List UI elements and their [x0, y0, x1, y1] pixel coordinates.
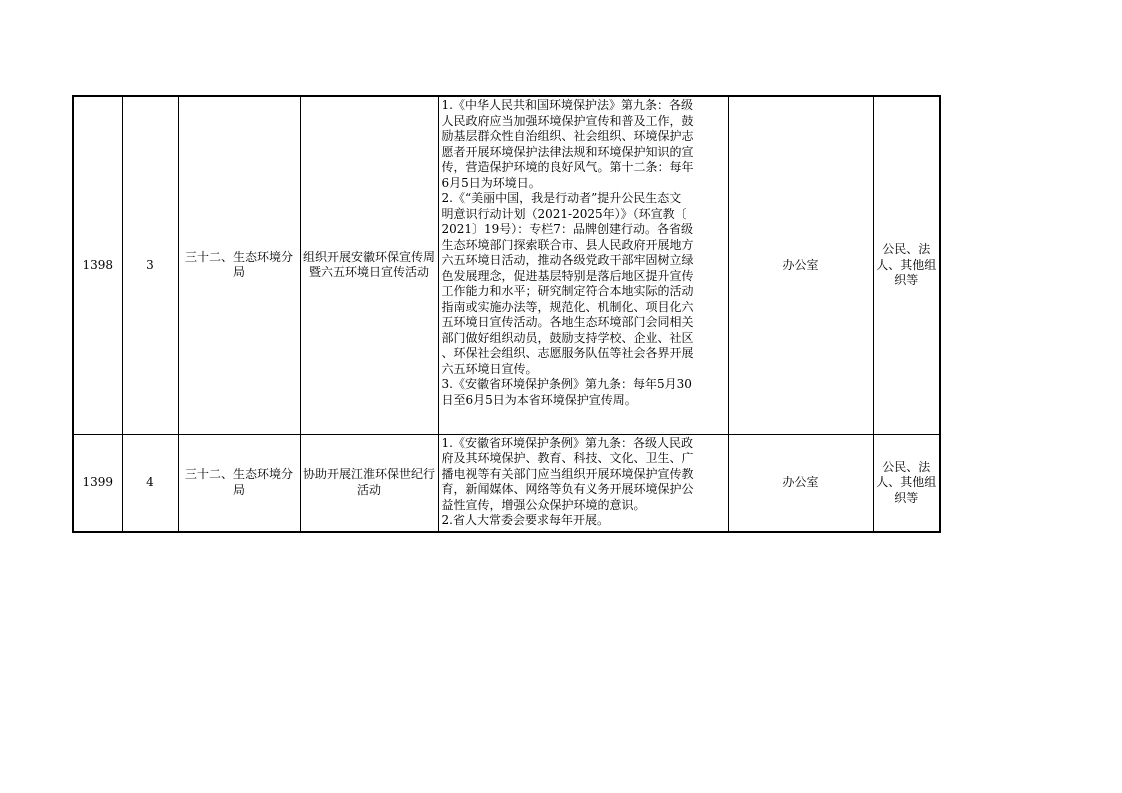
- basis-line: 播电视等有关部门应当组织开展环境保护宣传教: [441, 466, 694, 481]
- basis-line: 府及其环境保护、教育、科技、文化、卫生、广: [441, 451, 694, 465]
- basis-line: 工作能力和水平；研究制定符合本地实际的活动: [441, 284, 694, 298]
- department-cell: 三十二、生态环境分局: [178, 434, 300, 532]
- table-row: [73, 96, 940, 434]
- item-table-body: [73, 96, 940, 532]
- item-name-cell: 组织开展安徽环保宣传周暨六五环境日宣传活动: [300, 96, 438, 434]
- basis-line: 2021〕19号）：专栏7：品牌创建行动。各省级: [441, 222, 693, 236]
- basis-line: 生态环境部门探索联合市、县人民政府开展地方: [441, 237, 694, 252]
- basis-line: 2.《“美丽中国，我是行动者”提升公民生态文: [441, 191, 682, 205]
- basis-line: 育，新闻媒体、网络等负有义务开展环境保护公: [441, 482, 694, 496]
- basis-line: 部门做好组织动员，鼓励支持学校、企业、社区: [441, 330, 694, 345]
- basis-line: 日至6月5日为本省环境保护宣传周。: [441, 392, 637, 407]
- seq-cell: 1399: [73, 434, 122, 532]
- basis-line: 、环保社会组织、志愿服务队伍等社会各界开展: [441, 346, 694, 360]
- office-cell: 办公室: [728, 434, 873, 532]
- seq-cell: 1398: [73, 96, 122, 434]
- basis-line: 6月5日为环境日。: [441, 175, 541, 190]
- basis-line: 益性宣传，增强公众保护环境的意识。: [441, 497, 646, 512]
- item-no-cell: 4: [122, 434, 178, 532]
- basis-line: 愿者开展环境保护法律法规和环境保护知识的宣: [441, 144, 694, 159]
- basis-line: 色发展理念，促进基层特别是落后地区提升宣传: [441, 268, 694, 283]
- item-no-cell: 3: [122, 96, 178, 434]
- basis-line: 人民政府应当加强环境保护宣传和普及工作，鼓: [441, 113, 694, 128]
- basis-cell: [438, 96, 728, 434]
- table-row: [73, 434, 940, 532]
- basis-line: 励基层群众性自治组织、社会组织、环境保护志: [441, 129, 694, 143]
- basis-line: 2.省人大常委会要求每年开展。: [441, 513, 609, 527]
- basis-line: 3.《安徽省环境保护条例》第九条：每年5月30: [441, 377, 692, 391]
- basis-line: 1.《安徽省环境保护条例》第九条：各级人民政: [441, 435, 693, 450]
- department-cell: 三十二、生态环境分局: [178, 96, 300, 434]
- basis-line: 1.《中华人民共和国环境保护法》第九条：各级: [441, 98, 693, 112]
- basis-line: 指南或实施办法等，规范化、机制化、项目化六: [441, 299, 694, 314]
- item-name-cell: 协助开展江淮环保世纪行活动: [300, 434, 438, 532]
- basis-line: 六五环境日活动，推动各级党政干部牢固树立绿: [441, 253, 694, 267]
- office-cell: 办公室: [728, 96, 873, 434]
- item-table: [72, 95, 941, 533]
- basis-line: 五环境日宣传活动。各地生态环境部门会同相关: [441, 315, 694, 329]
- basis-line: 六五环境日宣传。: [441, 361, 538, 376]
- basis-cell: [438, 434, 728, 532]
- target-cell: 公民、法人、其他组织等: [873, 434, 940, 532]
- basis-line: 明意识行动计划（2021-2025年）》（环宣教〔: [441, 206, 687, 221]
- basis-line: 传，营造保护环境的良好风气。第十二条：每年: [441, 160, 694, 174]
- target-cell: 公民、法人、其他组织等: [873, 96, 940, 434]
